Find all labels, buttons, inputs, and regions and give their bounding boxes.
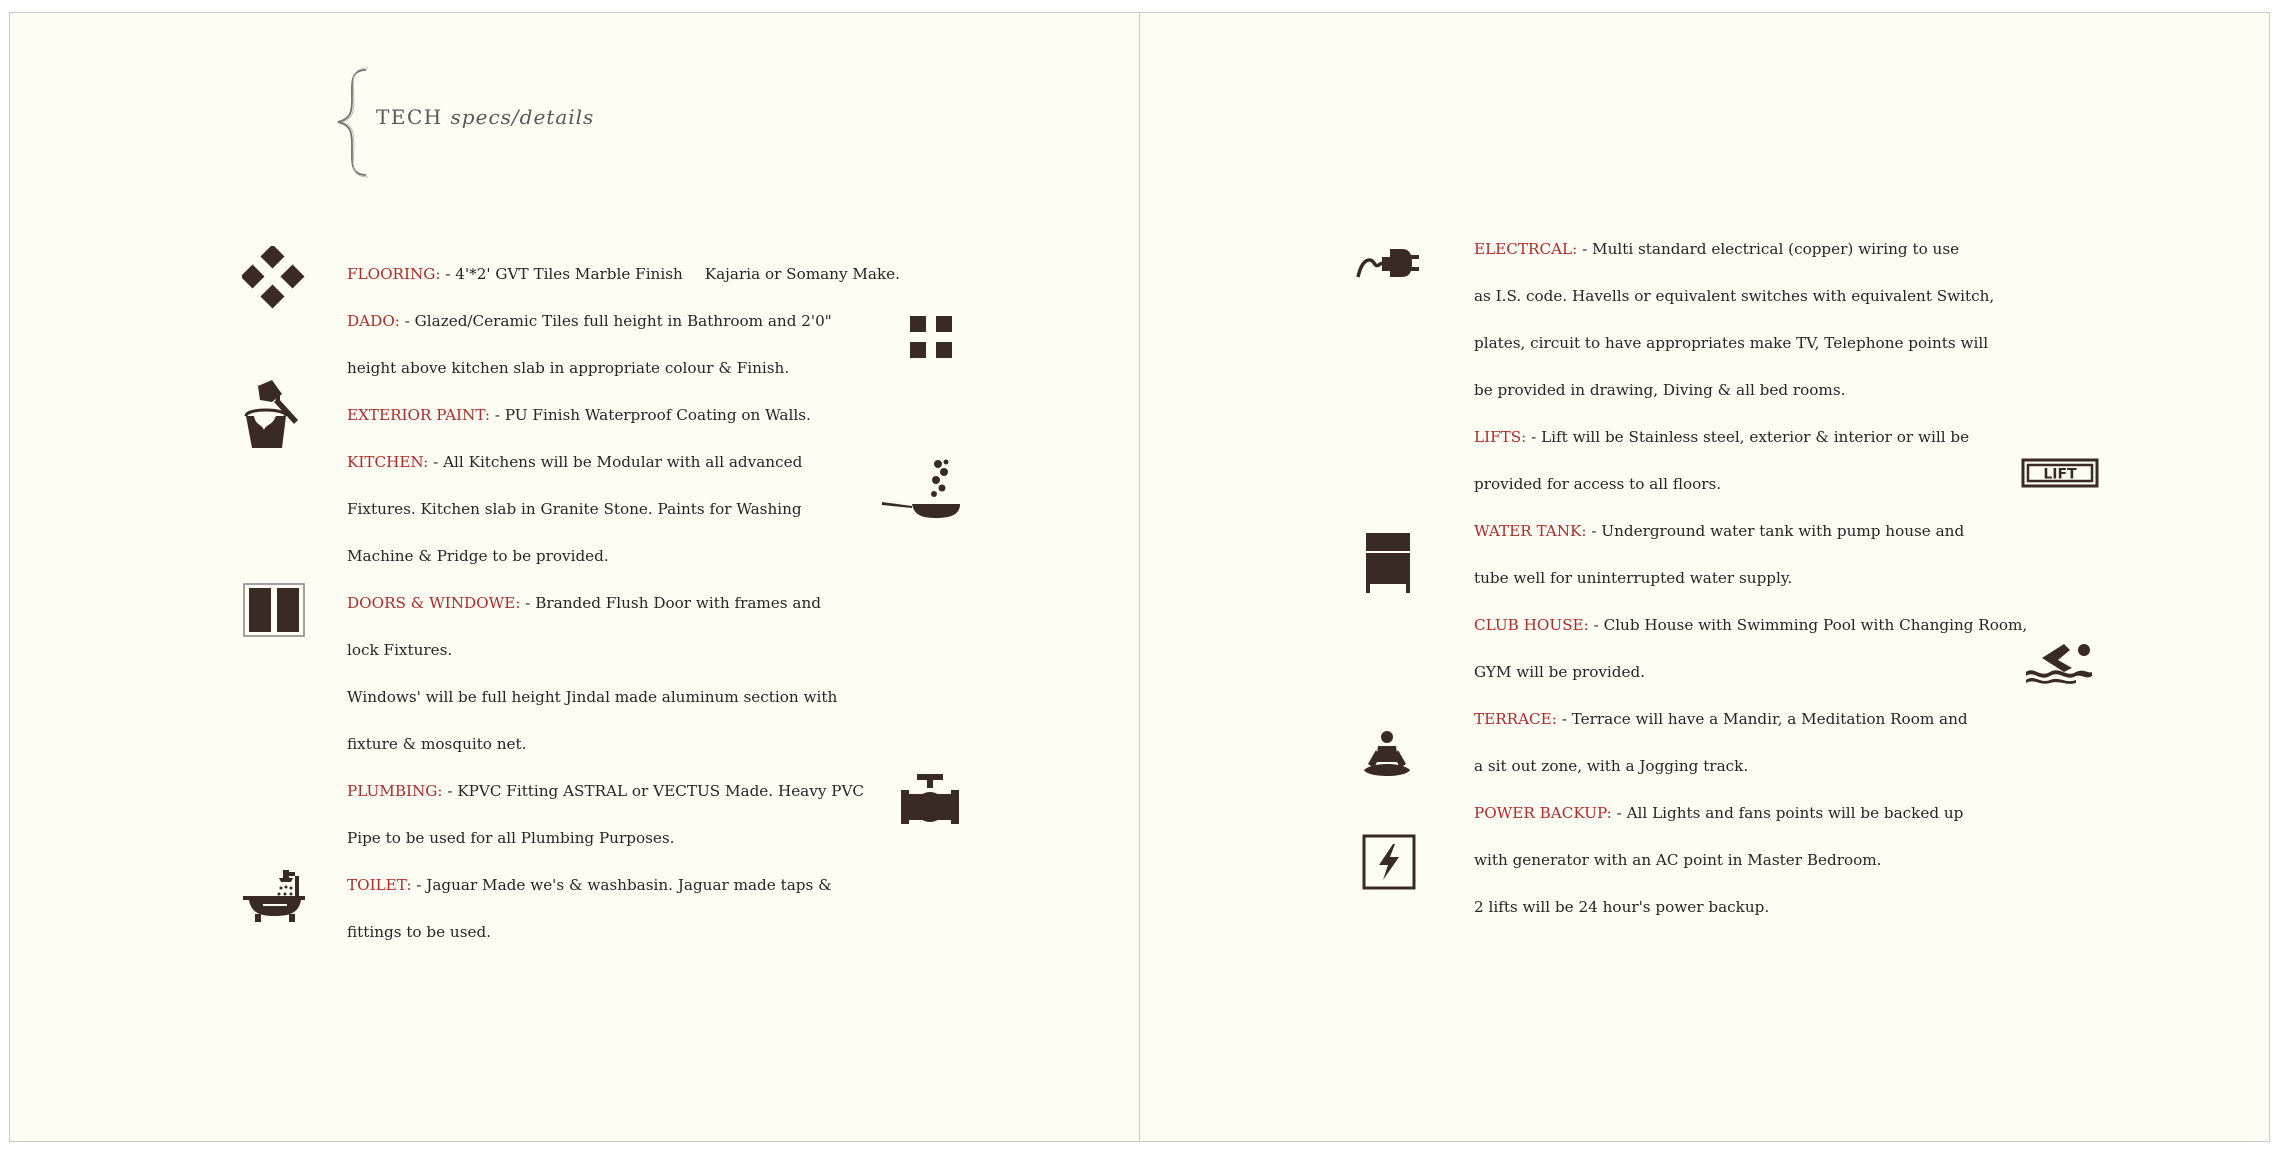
right-spec-list [1474, 226, 2028, 931]
spec-label: EXTERIOR PAINT: [347, 406, 491, 424]
kitchen-pan-icon [882, 458, 962, 522]
spec-line [347, 439, 867, 486]
spec-line [1474, 837, 2004, 884]
spec-label: PLUMBING: [347, 782, 443, 800]
power-backup-icon [1362, 834, 1416, 890]
spec-label: ELECTRCAL: [1474, 240, 1578, 258]
spec-text: lock Fixtures. [347, 641, 453, 659]
spec-text: - All Lights and fans points will be backed up [1616, 804, 1964, 822]
lift-sign-text: LIFT [2043, 466, 2077, 483]
spec-line [347, 862, 867, 909]
spec-text: - KPVC Fitting ASTRAL or VECTUS Made. Heavy PVC [447, 782, 865, 800]
spec-line [1474, 743, 2004, 790]
spec-label: KITCHEN: [347, 453, 429, 471]
spec-label: TERRACE: [1474, 710, 1557, 728]
spec-text: fixture & mosquito net. [347, 735, 527, 753]
spec-text: be provided in drawing, Diving & all bed rooms. [1474, 381, 1846, 399]
spec-text: - PU Finish Waterproof Coating on Walls. [494, 406, 811, 424]
spec-line [347, 486, 867, 533]
spec-line [347, 627, 867, 674]
water-pipe-valve-icon [901, 772, 959, 828]
spec-text: - Jaguar Made we's & washbasin. Jaguar made taps & [416, 876, 832, 894]
spec-line [347, 345, 867, 392]
spec-label: TOILET: [347, 876, 412, 894]
spec-line [347, 533, 867, 580]
spec-label: FLOORING: [347, 265, 441, 283]
spec-text: - Underground water tank with pump house and [1591, 522, 1965, 540]
spec-text: - Multi standard electrical (copper) wiring to use [1582, 240, 1960, 258]
spec-line [1474, 790, 2004, 837]
spec-line [1474, 602, 2028, 649]
meditation-icon [1362, 730, 1412, 780]
spec-line [347, 392, 867, 439]
spec-extra: Kajaria or Somany Make. [704, 265, 900, 283]
spec-text: 2 lifts will be 24 hour's power backup. [1474, 898, 1770, 916]
spec-line [1474, 696, 2004, 743]
swimming-icon [2024, 638, 2094, 684]
spec-label: DADO: [347, 312, 400, 330]
spec-text: - 4'*2' GVT Tiles Marble Finish [445, 265, 683, 283]
paint-bucket-icon [242, 380, 304, 450]
left-spec-list [347, 251, 900, 956]
spec-text: - Club House with Swimming Pool with Changing Room, [1593, 616, 2028, 634]
heading-sub: specs/details [450, 105, 595, 129]
spec-line [347, 298, 867, 345]
spec-text: height above kitchen slab in appropriate colour & Finish. [347, 359, 790, 377]
spec-line [1474, 461, 2004, 508]
curly-brace-ornament [330, 65, 374, 180]
bathtub-icon [243, 868, 307, 924]
flooring-tiles-icon [242, 246, 306, 310]
spec-line [347, 909, 867, 956]
spec-text: - Glazed/Ceramic Tiles full height in Bathroom and 2'0" [404, 312, 832, 330]
spec-line [347, 251, 900, 298]
spec-text: as I.S. code. Havells or equivalent switches with equivalent Switch, [1474, 287, 1995, 305]
spec-line [347, 721, 867, 768]
spec-line [1474, 273, 2004, 320]
heading-main: TECH [376, 105, 443, 129]
spec-label: WATER TANK: [1474, 522, 1587, 540]
spec-text: fittings to be used. [347, 923, 492, 941]
electric-plug-icon [1356, 243, 1420, 283]
spec-text: GYM will be provided. [1474, 663, 1646, 681]
spec-line [347, 768, 867, 815]
spec-text: provided for access to all floors. [1474, 475, 1722, 493]
spec-label: LIFTS: [1474, 428, 1527, 446]
spec-label: CLUB HOUSE: [1474, 616, 1589, 634]
lift-sign-icon [2021, 458, 2099, 488]
spec-line [1474, 649, 2004, 696]
spec-line [347, 674, 867, 721]
spec-text: - Lift will be Stainless steel, exterior & interior or will be [1531, 428, 1970, 446]
spec-text: plates, circuit to have appropriates make TV, Telephone points will [1474, 334, 1989, 352]
spec-line [1474, 414, 2004, 461]
spec-text: - All Kitchens will be Modular with all advanced [433, 453, 803, 471]
spec-text: Pipe to be used for all Plumbing Purposes. [347, 829, 675, 847]
spec-line [1474, 884, 2004, 931]
spec-line [347, 815, 867, 862]
spec-text: - Branded Flush Door with frames and [525, 594, 821, 612]
water-tank-icon [1364, 531, 1412, 593]
heading-text [376, 105, 594, 129]
spec-text: Machine & Pridge to be provided. [347, 547, 609, 565]
spec-text: Fixtures. Kitchen slab in Granite Stone. Paints for Washing [347, 500, 802, 518]
door-window-icon [243, 583, 305, 637]
spec-text: tube well for uninterrupted water supply. [1474, 569, 1793, 587]
spec-text: Windows' will be full height Jindal made aluminum section with [347, 688, 838, 706]
spec-text: with generator with an AC point in Master Bedroom. [1474, 851, 1882, 869]
spec-line [1474, 320, 2004, 367]
spec-line [347, 580, 867, 627]
spec-text: a sit out zone, with a Jogging track. [1474, 757, 1749, 775]
spec-line [1474, 367, 2004, 414]
spec-text: - Terrace will have a Mandir, a Meditation Room and [1561, 710, 1968, 728]
spec-label: POWER BACKUP: [1474, 804, 1612, 822]
dado-tiles-icon [908, 314, 954, 360]
spec-line [1474, 508, 2004, 555]
spec-line [1474, 555, 2004, 602]
spec-label: DOORS & WINDOWE: [347, 594, 521, 612]
spec-line [1474, 226, 2004, 273]
